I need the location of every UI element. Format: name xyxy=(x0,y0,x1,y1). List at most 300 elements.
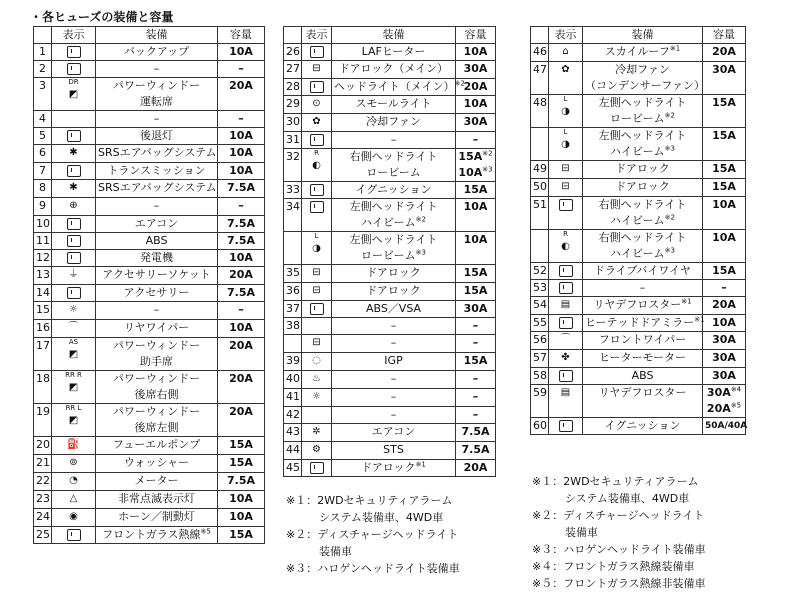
table-row xyxy=(284,44,496,61)
table-row xyxy=(34,163,265,180)
fuse-icon-cell xyxy=(302,442,332,460)
equipment-line: LAFヒーター xyxy=(361,45,426,58)
capacity-text: 7.5A xyxy=(227,181,255,194)
capacity-cell xyxy=(703,62,746,95)
smalllight-icon: ⊙ xyxy=(312,98,321,109)
capacity-value xyxy=(705,385,743,401)
equipment-line: パワーウィンドー xyxy=(112,79,201,92)
capacity-text: 10A xyxy=(229,251,253,264)
equipment-cell xyxy=(96,437,218,455)
capacity-text: 15A xyxy=(463,354,488,367)
capacity-value xyxy=(220,527,262,543)
fuse-number: 2 xyxy=(34,61,52,78)
equipment-cell xyxy=(332,182,456,199)
equipment-line: – xyxy=(390,336,397,349)
table-header-row xyxy=(531,27,746,44)
equipment-line: 非常点滅表示灯 xyxy=(118,492,195,505)
fuse-icon-cell xyxy=(549,368,583,385)
equipment-line: 後退灯 xyxy=(140,129,173,142)
table-row xyxy=(34,128,265,145)
fuse-number: 15 xyxy=(34,302,52,320)
equipment-cell xyxy=(96,371,218,404)
table-row xyxy=(531,368,746,385)
fuse-number: 49 xyxy=(531,161,549,179)
table-row xyxy=(284,61,496,79)
equipment-cell xyxy=(583,62,706,95)
fuse-number: 52 xyxy=(531,263,549,280)
equipment-cell xyxy=(96,233,218,250)
horn-brake-icon: ◉ xyxy=(69,511,78,522)
capacity-cell xyxy=(218,78,265,111)
fuse-icon-cell xyxy=(52,473,96,491)
equipment-line: ロービーム$^{※2}$ xyxy=(610,111,675,125)
capacity-cell xyxy=(703,350,746,368)
fuse-icon-cell xyxy=(549,332,583,350)
fuse-icon xyxy=(310,462,324,474)
equipment-line: ドライブバイワイヤ xyxy=(593,264,692,277)
table-row xyxy=(284,353,496,371)
equipment-cell xyxy=(96,78,218,111)
table-row xyxy=(34,302,265,320)
fuse-icon xyxy=(310,303,324,315)
table-row xyxy=(531,230,746,263)
capacity-text: 15A xyxy=(463,183,488,196)
equipment-line: ヘッドライト（メイン）$^{※2}$ xyxy=(334,79,465,93)
lamp-icon: ☼ xyxy=(312,391,321,402)
equipment-cell xyxy=(96,455,218,473)
header-no xyxy=(34,27,52,44)
equipment-cell xyxy=(583,197,703,230)
fuse-number: 7 xyxy=(34,163,52,180)
fuse-icon-cell xyxy=(549,44,583,62)
fuse-table-3 xyxy=(530,26,746,435)
table-row xyxy=(531,297,746,315)
equipment-line: 左側ヘッドライト xyxy=(598,96,687,109)
capacity-cell xyxy=(218,473,265,491)
table-row xyxy=(531,332,746,350)
fuse-number: 4 xyxy=(34,111,52,128)
fuse-icon-cell xyxy=(52,371,96,404)
fuse-icon-cell xyxy=(302,407,332,424)
footnote-mark: ※4 xyxy=(730,385,742,394)
equipment-line: 助手席 xyxy=(140,355,173,368)
capacity-value xyxy=(705,297,743,313)
table-row xyxy=(531,95,746,128)
equipment-line: ヒーテッドドアミラー$^{※1}$ xyxy=(585,315,705,329)
capacity-value xyxy=(705,332,743,348)
fuse-number: 18 xyxy=(34,371,52,404)
table-row xyxy=(284,79,496,96)
fuse-icon-cell xyxy=(302,335,332,353)
equipment-line: ハイビーム$^{※2}$ xyxy=(361,215,426,229)
capacity-cell xyxy=(456,335,496,353)
capacity-value xyxy=(458,149,493,165)
equipment-cell xyxy=(583,179,703,197)
capacity-value xyxy=(458,407,493,423)
doorlock-icon: ⊟ xyxy=(312,285,321,296)
capacity-cell xyxy=(218,491,265,509)
capacity-value xyxy=(458,318,493,334)
capacity-text: 7.5A xyxy=(227,474,255,487)
fuse-icon-cell xyxy=(52,163,96,180)
socket-icon: ⏚ xyxy=(68,269,79,280)
footnote-line: ※４：フロントガラス熱線装備車 xyxy=(532,560,695,573)
capacity-text: – xyxy=(238,199,244,212)
fuse-number: 32 xyxy=(284,149,302,182)
capacity-cell xyxy=(218,338,265,371)
table-row xyxy=(284,149,496,182)
equipment-cell xyxy=(583,418,703,435)
capacity-value xyxy=(705,315,743,331)
table-row xyxy=(34,338,265,371)
capacity-value xyxy=(458,389,493,405)
fuse-number: 55 xyxy=(531,315,549,332)
capacity-text: 15A xyxy=(458,150,483,163)
capacity-value xyxy=(220,233,262,249)
capacity-text: 50A/40A xyxy=(705,421,748,431)
capacity-value xyxy=(705,230,743,246)
equipment-line: アクセサリー xyxy=(123,286,190,299)
table-row xyxy=(34,371,265,404)
fuse-icon-cell xyxy=(549,297,583,315)
fuse-icon-cell xyxy=(302,301,332,318)
table-row xyxy=(284,318,496,335)
capacity-text: 15A xyxy=(463,266,488,279)
fuse-icon xyxy=(559,199,573,211)
capacity-cell xyxy=(218,163,265,180)
fuse-icon-cell xyxy=(52,250,96,267)
capacity-cell xyxy=(703,263,746,280)
capacity-cell xyxy=(218,455,265,473)
table-row xyxy=(284,182,496,199)
fuse-number: 33 xyxy=(284,182,302,199)
table-row xyxy=(531,62,746,95)
equipment-line: 運転席 xyxy=(140,95,173,108)
table-row xyxy=(284,389,496,407)
equipment-line: 右側ヘッドライト xyxy=(598,198,687,211)
doorlock-icon: ⊟ xyxy=(312,337,321,348)
capacity-text: 10A xyxy=(229,321,253,334)
wiper-icon: ⌒ xyxy=(560,334,571,345)
fuse-icon-cell xyxy=(302,182,332,199)
capacity-text: 10A xyxy=(463,97,488,110)
fuse-icon-cell xyxy=(52,145,96,163)
capacity-cell xyxy=(218,198,265,216)
equipment-line: ハイビーム$^{※3}$ xyxy=(610,246,675,260)
equipment-cell xyxy=(332,265,456,283)
capacity-cell xyxy=(456,442,496,460)
header-no xyxy=(284,27,302,44)
fuse-icon-cell xyxy=(302,460,332,477)
equipment-cell xyxy=(96,145,218,163)
footnote-mark: ※3 xyxy=(664,144,675,153)
capacity-value xyxy=(220,338,262,354)
table-row xyxy=(34,233,265,250)
capacity-value xyxy=(220,404,262,420)
capacity-value xyxy=(220,216,262,232)
equipment-line: ドアロック xyxy=(615,162,670,175)
capacity-cell xyxy=(703,128,746,161)
equipment-line: リヤワイパー xyxy=(123,321,190,334)
fuse-number: 11 xyxy=(34,233,52,250)
fuse-number: 23 xyxy=(34,491,52,509)
table-row xyxy=(284,407,496,424)
capacity-text: 30A xyxy=(712,333,736,346)
equipment-cell xyxy=(332,460,456,477)
equipment-line: パワーウィンドー xyxy=(112,405,201,418)
fuse-number: 60 xyxy=(531,418,549,435)
capacity-value xyxy=(705,350,743,366)
fuse-number: 45 xyxy=(284,460,302,477)
airbag-icon: ✱ xyxy=(69,147,78,158)
equipment-line: 冷却ファン xyxy=(366,115,421,128)
equipment-line: 発電機 xyxy=(140,251,173,264)
equipment-line: ドアロック$^{※1}$ xyxy=(361,460,426,474)
capacity-value xyxy=(220,491,262,507)
equipment-line: エアコン xyxy=(134,217,179,230)
equipment-line: フロントワイパー xyxy=(598,333,687,346)
equipment-cell xyxy=(332,114,456,132)
capacity-value xyxy=(458,199,493,215)
capacity-text: 10A xyxy=(229,164,253,177)
fuse-number: 57 xyxy=(531,350,549,368)
capacity-cell xyxy=(456,389,496,407)
foglamp-icon: ⊕ xyxy=(69,200,78,211)
capacity-text: 30A xyxy=(712,63,736,76)
fuse-icon-cell xyxy=(52,180,96,198)
equipment-line: ABS／VSA xyxy=(365,302,422,315)
fuse-icon-cell xyxy=(302,149,332,182)
fuse-number: 53 xyxy=(531,280,549,297)
equipment-line: – xyxy=(639,281,646,294)
footnote-mark: ※1 xyxy=(669,44,681,53)
capacity-value xyxy=(220,111,262,127)
icon-label: L xyxy=(314,232,319,240)
capacity-value xyxy=(220,128,262,144)
equipment-line: – xyxy=(153,303,160,316)
capacity-value xyxy=(220,180,262,196)
equipment-line: SRSエアバッグシステム xyxy=(98,181,217,194)
headlight-r-icon: ◐ xyxy=(561,241,570,252)
equipment-cell xyxy=(583,315,703,332)
fuse-number: 59 xyxy=(531,385,549,418)
capacity-cell xyxy=(456,61,496,79)
fuse-number xyxy=(284,335,302,353)
capacity-cell xyxy=(703,368,746,385)
icon-label: L xyxy=(563,95,568,103)
fuse-icon-cell xyxy=(52,233,96,250)
capacity-cell xyxy=(218,61,265,78)
headlight-l-icon: ◑ xyxy=(561,139,570,150)
capacity-text: – xyxy=(721,281,727,294)
equipment-line: フロントガラス熱線$^{※5}$ xyxy=(102,527,211,541)
capacity-text: 20A xyxy=(712,298,736,311)
equipment-cell xyxy=(583,385,703,418)
fuse-icon xyxy=(559,282,573,294)
equipment-cell xyxy=(96,267,218,285)
capacity-text: 20A xyxy=(229,339,253,352)
fuse-icon-cell xyxy=(302,318,332,335)
fuse-number: 5 xyxy=(34,128,52,145)
table-row xyxy=(34,61,265,78)
fuse-icon xyxy=(67,63,81,75)
equipment-line: フューエルポンプ xyxy=(112,438,201,451)
capacity-cell xyxy=(456,44,496,61)
fuse-icon-cell xyxy=(52,320,96,338)
fuse-icon-cell xyxy=(302,79,332,96)
icon-label: AS xyxy=(68,338,79,346)
capacity-text: 7.5A xyxy=(461,443,490,456)
capacity-text: 15A xyxy=(463,284,488,297)
equipment-cell xyxy=(583,297,703,315)
fuse-icon-cell xyxy=(302,114,332,132)
equipment-cell xyxy=(583,230,703,263)
header-equipment: 装備 xyxy=(96,27,218,44)
fuse-icon-cell xyxy=(52,267,96,285)
table-row xyxy=(284,442,496,460)
header-capacity: 容量 xyxy=(703,27,746,44)
capacity-value xyxy=(705,128,743,144)
fuse-icon-cell xyxy=(52,216,96,233)
footnote-mark: ※2 xyxy=(664,213,675,222)
equipment-line: IGP xyxy=(384,354,403,367)
fuse-icon-cell xyxy=(549,315,583,332)
header-equipment: 装備 xyxy=(583,27,703,44)
icon-label: RR L xyxy=(65,404,82,412)
fuse-icon xyxy=(67,46,81,58)
equipment-line: ABS xyxy=(631,369,654,382)
capacity-value xyxy=(220,78,262,94)
equipment-cell xyxy=(332,442,456,460)
fuelpump-icon: ⛽ xyxy=(67,439,80,450)
footnote-mark: ※5 xyxy=(730,401,742,410)
capacity-text: 7.5A xyxy=(227,286,255,299)
fuse-icon-cell xyxy=(302,44,332,61)
capacity-cell xyxy=(703,280,746,297)
equipment-line: 右側ヘッドライト xyxy=(598,231,687,244)
capacity-cell xyxy=(456,283,496,301)
blower-icon: ✤ xyxy=(561,352,570,363)
footnote-line: ※５：フロントガラス熱線非装備車 xyxy=(532,577,706,590)
footnote-line: システム装備車、4WD車 xyxy=(532,492,690,505)
capacity-cell xyxy=(456,182,496,199)
fuse-icon xyxy=(559,265,573,277)
equipment-cell xyxy=(332,283,456,301)
fuse-icon-cell xyxy=(549,62,583,95)
footnote-mark: ※2 xyxy=(415,215,426,224)
equipment-line: ホーン／制動灯 xyxy=(118,510,195,523)
capacity-cell xyxy=(456,301,496,318)
fuse-table-1 xyxy=(33,26,265,544)
fuse-icon-cell xyxy=(52,61,96,78)
window-icon: ◩ xyxy=(68,89,79,100)
table-row xyxy=(531,161,746,179)
fuse-number: 50 xyxy=(531,179,549,197)
table-row xyxy=(34,527,265,544)
table-row xyxy=(34,250,265,267)
equipment-cell xyxy=(332,132,456,149)
capacity-value xyxy=(705,62,743,78)
fuse-number: 6 xyxy=(34,145,52,163)
capacity-text: 7.5A xyxy=(227,234,255,247)
fuse-icon-cell xyxy=(549,230,583,263)
capacity-cell xyxy=(703,95,746,128)
sts-icon: ⚙ xyxy=(312,444,321,455)
fuse-number: 51 xyxy=(531,197,549,230)
fuse-icon-cell xyxy=(52,198,96,216)
header-icon: 表示 xyxy=(52,27,96,44)
equipment-line: イグニッション xyxy=(604,419,681,432)
capacity-text: 15A xyxy=(229,528,253,541)
equipment-line: 冷却ファン xyxy=(615,63,670,76)
fuse-number: 26 xyxy=(284,44,302,61)
fuse-number: 29 xyxy=(284,96,302,114)
table-row xyxy=(34,111,265,128)
equipment-cell xyxy=(583,350,703,368)
fuse-icon-cell xyxy=(549,197,583,230)
fuse-icon-cell xyxy=(549,161,583,179)
icon-label: R xyxy=(314,149,319,157)
equipment-line: メーター xyxy=(134,474,179,487)
table-row xyxy=(284,283,496,301)
equipment-cell xyxy=(96,128,218,145)
fuse-number: 44 xyxy=(284,442,302,460)
capacity-text: 10A xyxy=(229,492,253,505)
fuse-number: 16 xyxy=(34,320,52,338)
equipment-cell xyxy=(96,404,218,437)
footnote-mark: ※3 xyxy=(664,246,675,255)
footnote-line: 装備車 xyxy=(286,545,352,558)
capacity-cell xyxy=(456,407,496,424)
fuse-number: 25 xyxy=(34,527,52,544)
table-header-row xyxy=(34,27,265,44)
table-row xyxy=(284,460,496,477)
equipment-line: ヒーターモーター xyxy=(598,351,687,364)
fuse-icon-cell xyxy=(302,232,332,265)
capacity-value xyxy=(458,460,493,476)
table-row xyxy=(284,199,496,232)
capacity-text: – xyxy=(472,372,479,385)
table-row xyxy=(284,114,496,132)
capacity-cell xyxy=(703,179,746,197)
capacity-value xyxy=(458,132,493,148)
equipment-line: （コンデンサーファン） xyxy=(585,79,706,92)
equipment-cell xyxy=(583,280,703,297)
table-row xyxy=(34,455,265,473)
capacity-text: 10A xyxy=(463,45,488,58)
header-capacity: 容量 xyxy=(218,27,265,44)
equipment-cell xyxy=(583,95,703,128)
equipment-cell xyxy=(96,320,218,338)
fuse-number: 22 xyxy=(34,473,52,491)
fuse-icon-cell xyxy=(52,78,96,111)
fuse-icon-cell xyxy=(302,424,332,442)
header-icon: 表示 xyxy=(302,27,332,44)
equipment-line: – xyxy=(390,319,397,332)
capacity-text: 20A xyxy=(706,402,731,415)
equipment-cell xyxy=(583,263,703,280)
capacity-text: 15A xyxy=(712,162,736,175)
capacity-text: 10A xyxy=(712,198,736,211)
window-icon: ◩ xyxy=(68,415,79,426)
fuse-icon xyxy=(310,81,324,93)
equipment-cell xyxy=(332,301,456,318)
fuse-number: 42 xyxy=(284,407,302,424)
capacity-cell xyxy=(218,145,265,163)
header-equipment: 装備 xyxy=(332,27,456,44)
equipment-cell xyxy=(583,44,703,62)
fuse-number: 8 xyxy=(34,180,52,198)
